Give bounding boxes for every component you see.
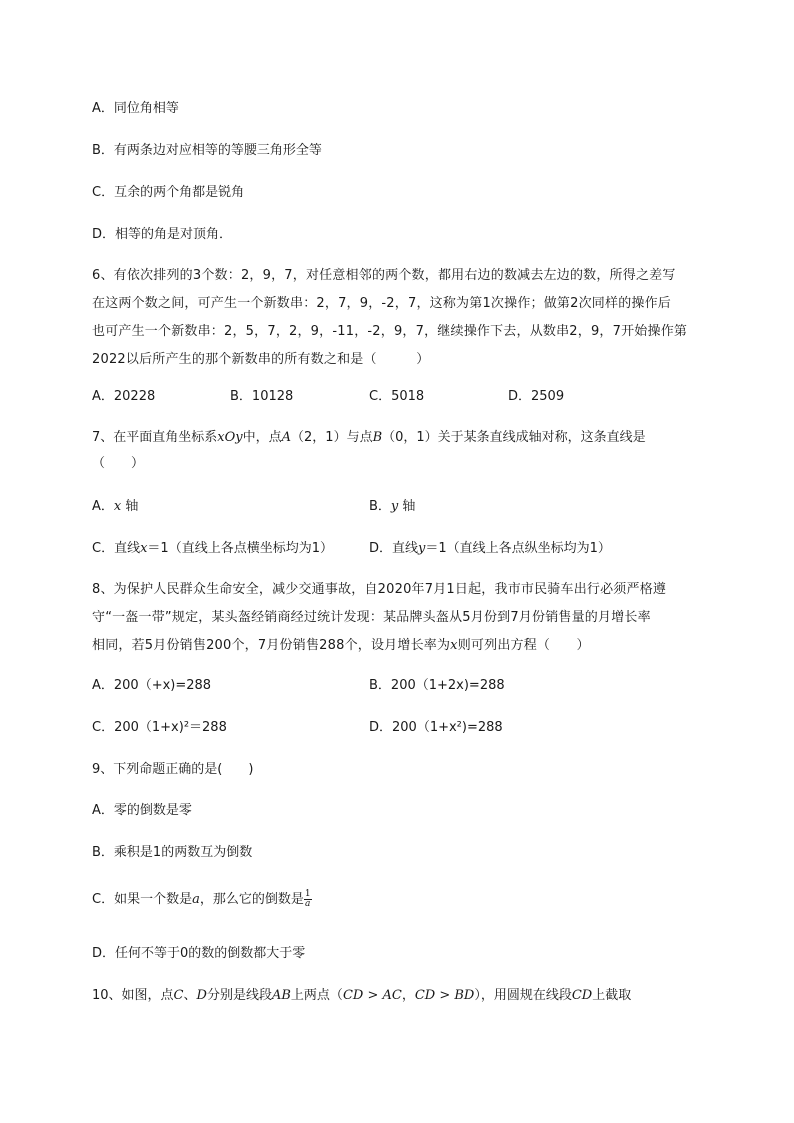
- q8-line-2: 守“一盔一带”规定，某头盔经销商经过统计发现：某品牌头盔从5月份到7月份销售量的月增长率: [92, 610, 651, 625]
- q9-option-d: D．任何不等于0的数的倒数都大于零: [92, 946, 306, 961]
- q8-option-b: B．200（1+2x)=288: [369, 678, 505, 693]
- q6-line-4: 2022以后所产生的那个新数串的所有数之和是（ ）: [92, 352, 430, 367]
- q6-line-2: 在这两个数之间，可产生一个新数串：2，7，9，-2，7，这称为第1次操作；做第2次同样的操作后: [92, 296, 671, 311]
- q8-option-c: C．200（1+x)²＝288: [92, 720, 227, 735]
- fraction-one-over-a: $\frac{1}{a}$: [304, 889, 311, 909]
- q8-option-a: A．200（+x)=288: [92, 678, 212, 693]
- q9-option-a: A．零的倒数是零: [92, 803, 192, 818]
- q5-option-b: B．有两条边对应相等的等腰三角形全等: [92, 143, 322, 158]
- coord-system-label: xOy: [217, 430, 243, 445]
- q7-option-d: D．直线y＝1（直线上各点纵坐标均为1）: [369, 541, 611, 556]
- q7-option-a: A．x 轴: [92, 499, 139, 514]
- q7-option-c: C．直线x＝1（直线上各点横坐标均为1）: [92, 541, 333, 556]
- q5-option-a: A．同位角相等: [92, 101, 179, 116]
- point-a-label: A: [281, 430, 292, 445]
- q8-line-1: 8、为保护人民群众生命安全，减少交通事故，自2020年7月1日起，我市市民骑车出行必须严格遵: [92, 582, 667, 597]
- q6-line-1: 6、有依次排列的3个数：2，9，7，对任意相邻的两个数，都用右边的数减去左边的数，所得之差写: [92, 268, 676, 283]
- q9-option-b: B．乘积是1的两数互为倒数: [92, 845, 253, 860]
- q8-line-3: 相同，若5月份销售200个，7月份销售288个，设月增长率为x则可列出方程（ ）: [92, 638, 590, 653]
- q6-option-a: A．20228: [92, 389, 156, 404]
- q6-option-d: D．2509: [508, 389, 565, 404]
- q8-stem: [92, 576, 732, 660]
- q8-option-d: D．200（1+x²)=288: [369, 720, 503, 735]
- point-b-label: B: [372, 430, 383, 445]
- q7-stem-line-1: 7、在平面直角坐标系xOy中，点A（2，1）与点B（0，1）关于某条直线成轴对称，这条直线是: [92, 430, 646, 445]
- q5-option-d: D．相等的角是对顶角．: [92, 227, 233, 242]
- q9-stem: 9、下列命题正确的是( ): [92, 762, 254, 777]
- q7-stem-line-2: （ ）: [92, 456, 145, 471]
- q6-stem: [92, 262, 732, 374]
- q9-option-c: C．如果一个数是a，那么它的倒数是 $\frac{1}{a}$: [92, 889, 311, 909]
- q5-option-c: C．互余的两个角都是锐角: [92, 185, 245, 200]
- q10-stem: 10、如图，点C、D分别是线段AB上两点（CD > AC，CD > BD），用圆规在线段CD上截取: [92, 988, 632, 1003]
- q6-option-c: C．5018: [369, 389, 425, 404]
- q6-line-3: 也可产生一个新数串：2，5，7，2，9，-11，-2，9，7，继续操作下去，从数串2，9，7开始操作第: [92, 324, 688, 339]
- q6-option-b: B．10128: [230, 389, 294, 404]
- q7-option-b: B．y 轴: [369, 499, 416, 514]
